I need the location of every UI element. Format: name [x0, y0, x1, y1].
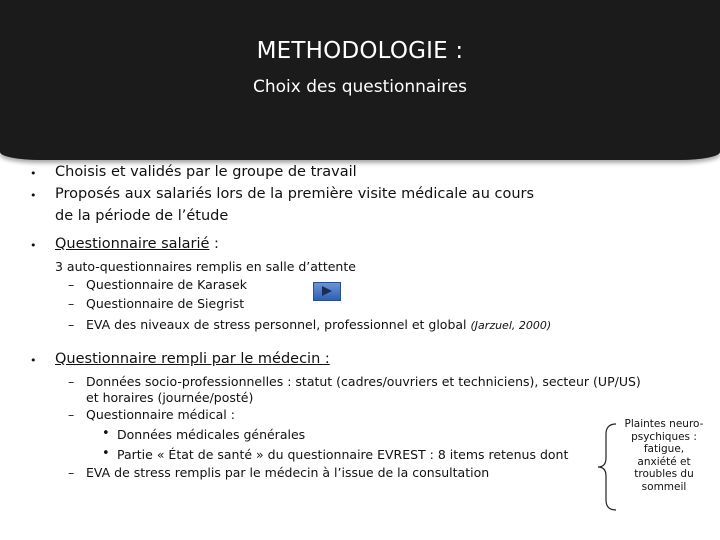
side-note-line: sommeil	[641, 480, 687, 493]
side-note	[620, 418, 708, 493]
salarie-heading-row	[55, 236, 219, 252]
salarie-citation: (Jarzuel, 2000)	[470, 319, 552, 332]
bullet-text-proposes: Proposés aux salariés lors de la première visite médicale au cours	[55, 186, 535, 202]
salarie-item-karasek: Questionnaire de Karasek	[86, 277, 247, 292]
dash-marker: –	[68, 374, 75, 389]
medecin-subitem-generales: Données médicales générales	[117, 427, 306, 442]
medecin-subitem-evrest: Partie « État de santé » du questionnaire EVREST : 8 items retenus dont	[117, 447, 569, 462]
side-note-line: Plaintes neuro-	[624, 418, 704, 430]
salarie-heading: Questionnaire salarié	[55, 236, 210, 252]
salarie-intro: 3 auto-questionnaires remplis en salle d’attente	[55, 259, 356, 274]
dash-marker: –	[68, 317, 75, 332]
bullet-text-groupe: Choisis et validés par le groupe de travail	[55, 164, 357, 180]
dash-marker: –	[68, 277, 75, 292]
bullet-marker: •	[102, 446, 110, 461]
bullet-marker: •	[30, 239, 37, 252]
salarie-item-siegrist: Questionnaire de Siegrist	[86, 296, 245, 311]
play-icon	[322, 286, 332, 296]
bullet-text-proposes-cont: de la période de l’étude	[55, 208, 229, 224]
side-note-line: troubles du	[634, 468, 694, 480]
salarie-item-eva	[86, 317, 551, 332]
play-button[interactable]	[313, 282, 341, 301]
salarie-heading-colon: :	[209, 236, 219, 252]
medecin-item-medical: Questionnaire médical :	[86, 407, 235, 422]
bullet-marker: •	[102, 426, 110, 441]
page-subtitle: Choix des questionnaires	[252, 77, 468, 97]
side-note-line: psychiques :	[631, 430, 697, 443]
medecin-item-socio-cont: et horaires (journée/posté)	[86, 390, 254, 405]
dash-marker: –	[68, 407, 75, 422]
bullet-marker: •	[30, 189, 37, 202]
bullet-marker: •	[30, 354, 37, 367]
side-note-line: anxiété et	[637, 455, 691, 468]
medecin-heading: Questionnaire rempli par le médecin :	[55, 351, 330, 367]
dash-marker: –	[68, 465, 75, 480]
medecin-item-socio: Données socio-professionnelles : statut (cadres/ouvriers et techniciens), secteur (UP/US)	[86, 374, 641, 389]
curly-brace	[594, 422, 620, 512]
salarie-item-eva-text: EVA des niveaux de stress personnel, professionnel et global	[86, 317, 467, 332]
title-banner	[0, 0, 720, 160]
dash-marker: –	[68, 296, 75, 311]
medecin-item-eva: EVA de stress remplis par le médecin à l’issue de la consultation	[86, 465, 490, 480]
page-title: METHODOLOGIE :	[256, 38, 464, 64]
side-note-line: fatigue,	[643, 443, 685, 455]
bullet-marker: •	[30, 167, 37, 180]
